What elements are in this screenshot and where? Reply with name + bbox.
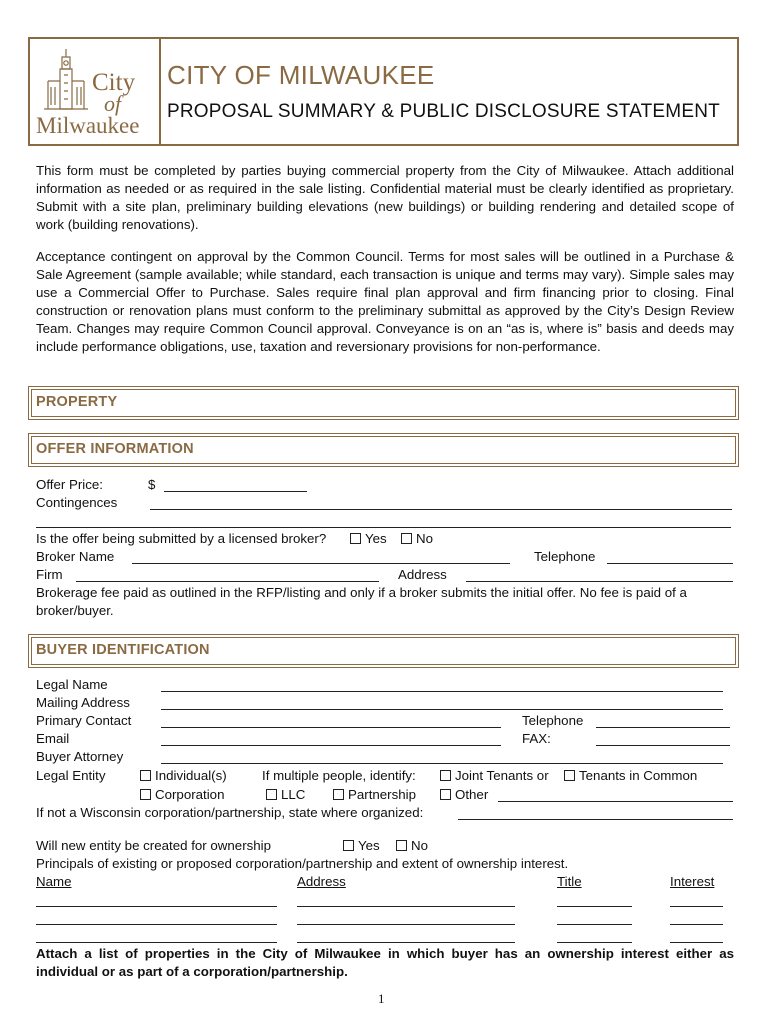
page-subtitle: PROPOSAL SUMMARY & PUBLIC DISCLOSURE STATEMENT — [167, 101, 720, 122]
multiple-people-label: If multiple people, identify: — [262, 768, 416, 783]
principals-text: Principals of existing or proposed corporation/partnership and extent of ownership interest. — [36, 856, 569, 871]
principal-address-field[interactable] — [297, 924, 515, 925]
partnership-checkbox[interactable] — [333, 789, 344, 800]
contingences-field-2[interactable] — [36, 527, 731, 528]
col-interest-header: Interest — [670, 874, 715, 889]
section-offer — [28, 433, 739, 467]
col-name-header: Name — [36, 874, 72, 889]
city-hall-icon — [38, 47, 94, 113]
mailing-address-field[interactable] — [161, 709, 723, 710]
llc-checkbox[interactable] — [266, 789, 277, 800]
corporation-option[interactable]: Corporation — [140, 786, 224, 803]
legal-name-label: Legal Name — [36, 677, 108, 692]
attach-properties-note: Attach a list of properties in the City of Milwaukee in which buyer has an ownership interest either as individual or as part of a corporation/partnership. — [36, 946, 734, 979]
email-field[interactable] — [161, 745, 501, 746]
broker-yes-option[interactable]: Yes — [350, 530, 387, 547]
intro-paragraph-2: Acceptance contingent on approval by the Common Council. Terms for most sales will be outlined in a Purchase & Sale Agreement (sample available; while standard, each transaction is unique and terms may vary). Simple sales may use a Commercial Offer to Purchase. Sales require final plan approval and firm financing prior to closing. Final construction or renovation plans must conform to the preliminary submittal as approved by the City’s Design Review Team. Changes may require Common Council approval. Conveyance is on an “as is, where is” basis and deeds may include performance obligations, use, taxation and reversionary provisions for non-performance. — [36, 249, 734, 354]
principal-interest-field[interactable] — [670, 924, 723, 925]
buyer-attorney-label: Buyer Attorney — [36, 749, 124, 764]
col-title-header: Title — [557, 874, 582, 889]
broker-no-checkbox[interactable] — [401, 533, 412, 544]
email-label: Email — [36, 731, 70, 746]
new-entity-no-checkbox[interactable] — [396, 840, 407, 851]
individual-checkbox[interactable] — [140, 770, 151, 781]
contingences-field[interactable] — [150, 509, 732, 510]
buyer-attorney-field[interactable] — [161, 763, 723, 764]
tenants-common-option[interactable]: Tenants in Common — [564, 767, 697, 784]
principal-title-field[interactable] — [557, 906, 632, 907]
broker-no-option[interactable]: No — [401, 530, 433, 547]
broker-yes-checkbox[interactable] — [350, 533, 361, 544]
primary-contact-field[interactable] — [161, 727, 501, 728]
fax-field[interactable] — [596, 745, 730, 746]
contingences-label: Contingences — [36, 495, 118, 510]
page-title: CITY OF MILWAUKEE — [167, 60, 435, 90]
broker-name-field[interactable] — [132, 563, 510, 564]
principal-title-field[interactable] — [557, 924, 632, 925]
joint-tenants-option[interactable]: Joint Tenants or — [440, 767, 549, 784]
firm-field[interactable] — [76, 581, 379, 582]
fax-label: FAX: — [522, 731, 551, 746]
wisconsin-question: If not a Wisconsin corporation/partnership, state where organized: — [36, 805, 424, 820]
broker-telephone-label: Telephone — [534, 549, 596, 564]
llc-option[interactable]: LLC — [266, 786, 305, 803]
section-buyer-label: BUYER IDENTIFICATION — [36, 642, 210, 658]
principal-name-field[interactable] — [36, 906, 277, 907]
broker-name-label: Broker Name — [36, 549, 115, 564]
principal-interest-field[interactable] — [670, 942, 723, 943]
broker-address-field[interactable] — [466, 581, 733, 582]
principal-address-field[interactable] — [297, 906, 515, 907]
col-address-header: Address — [297, 874, 346, 889]
broker-telephone-field[interactable] — [607, 563, 733, 564]
corporation-checkbox[interactable] — [140, 789, 151, 800]
offer-price-label: Offer Price: — [36, 477, 103, 492]
principal-address-field[interactable] — [297, 942, 515, 943]
offer-price-field[interactable] — [164, 491, 307, 492]
principal-interest-field[interactable] — [670, 906, 723, 907]
logo-city-text: City — [92, 69, 136, 96]
other-option[interactable]: Other — [440, 786, 488, 803]
intro-paragraph-1: This form must be completed by parties buying commercial property from the City of Milwaukee. Attach additional information as needed or as required in the sale listing. Confidential material must be clearly identified as proprietary. Submit with a site plan, preliminary building elevations (new buildings) or building rendering and detailed scope of work (building renovations). — [36, 163, 734, 232]
individual-option[interactable]: Individual(s) — [140, 767, 227, 784]
section-property — [28, 386, 739, 420]
brokerage-fee-note: Brokerage fee paid as outlined in the RFP/listing and only if a broker submits the initial offer. No fee is paid of a broker/buyer. — [36, 585, 687, 618]
section-buyer — [28, 634, 739, 668]
tenants-common-checkbox[interactable] — [564, 770, 575, 781]
principal-name-field[interactable] — [36, 924, 277, 925]
new-entity-yes-checkbox[interactable] — [343, 840, 354, 851]
new-entity-no-option[interactable]: No — [396, 837, 428, 854]
legal-entity-label: Legal Entity — [36, 768, 106, 783]
organized-state-field[interactable] — [458, 819, 733, 820]
logo-milwaukee-text: Milwaukee — [36, 113, 140, 138]
joint-tenants-checkbox[interactable] — [440, 770, 451, 781]
page-number: 1 — [378, 991, 385, 1006]
primary-contact-label: Primary Contact — [36, 713, 132, 728]
other-field[interactable] — [498, 801, 733, 802]
firm-label: Firm — [36, 567, 63, 582]
buyer-telephone-label: Telephone — [522, 713, 584, 728]
principal-name-field[interactable] — [36, 942, 277, 943]
city-logo — [30, 39, 161, 144]
buyer-telephone-field[interactable] — [596, 727, 730, 728]
section-offer-label: OFFER INFORMATION — [36, 441, 194, 457]
broker-address-label: Address — [398, 567, 447, 582]
section-property-label: PROPERTY — [36, 394, 118, 410]
new-entity-yes-option[interactable]: Yes — [343, 837, 380, 854]
logo-of-text: of — [104, 91, 122, 116]
partnership-option[interactable]: Partnership — [333, 786, 416, 803]
broker-question: Is the offer being submitted by a licensed broker? — [36, 531, 327, 546]
new-entity-question: Will new entity be created for ownership — [36, 838, 272, 853]
legal-name-field[interactable] — [161, 691, 723, 692]
mailing-address-label: Mailing Address — [36, 695, 130, 710]
other-checkbox[interactable] — [440, 789, 451, 800]
principal-title-field[interactable] — [557, 942, 632, 943]
currency-symbol: $ — [148, 477, 156, 492]
